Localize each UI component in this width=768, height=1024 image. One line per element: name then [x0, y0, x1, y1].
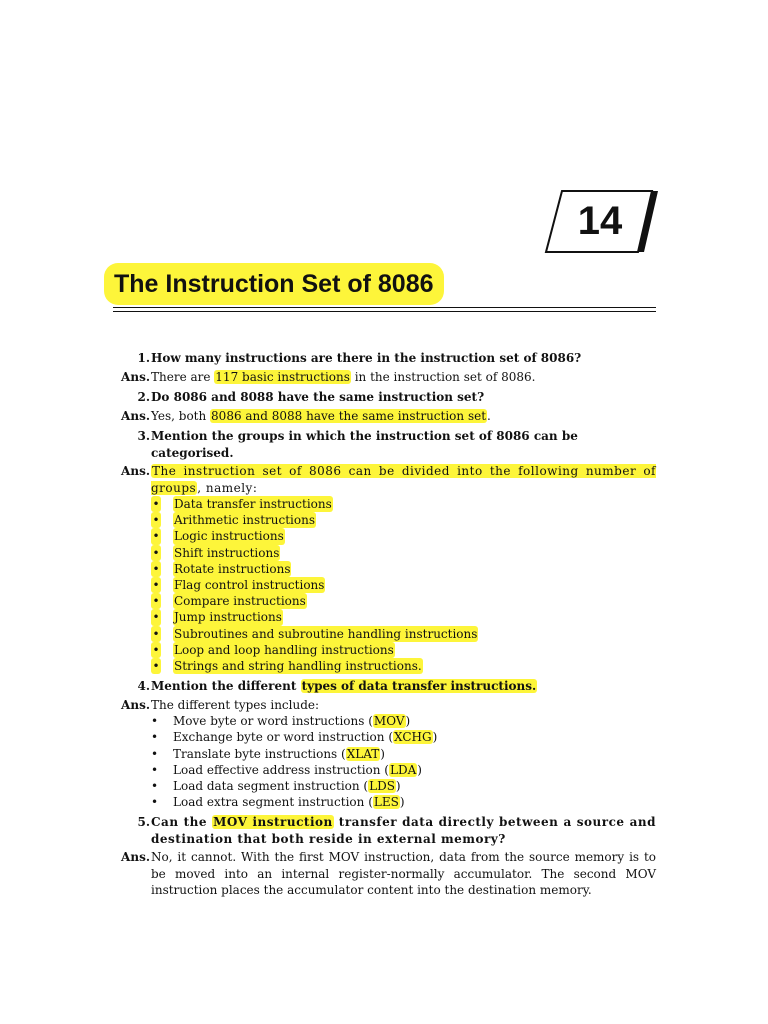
qa-block-4: [110, 678, 656, 810]
mnemonic-highlight: MOV: [373, 714, 405, 729]
question-number: 1.: [137, 351, 150, 365]
group-label: Loop and loop handling instructions: [174, 642, 394, 657]
bullet-dot-icon: •: [152, 513, 160, 528]
mnemonic-highlight: LDS: [369, 779, 395, 794]
title-rule-bottom: [113, 311, 656, 312]
title-rule-top: [113, 307, 656, 308]
type-label: Load extra segment instruction (LES): [173, 795, 405, 810]
answer-label: Ans.: [121, 464, 150, 478]
answer-label: Ans.: [121, 369, 150, 384]
group-list-item: [151, 626, 656, 642]
group-list-item: [151, 577, 656, 593]
group-list-item: [151, 658, 656, 674]
question-number: 2.: [137, 390, 150, 404]
bullet-dot-icon: •: [152, 561, 160, 576]
question-text: Mention the groups in which the instruction set of 8086 can be categorised.: [151, 429, 578, 460]
bullet-dot-icon: •: [152, 578, 160, 593]
chapter-title: The Instruction Set of 8086: [104, 263, 444, 305]
group-list-item: [151, 528, 656, 544]
bullet-dot-icon: •: [152, 659, 160, 674]
answer-body: [151, 697, 656, 811]
mnemonic-highlight: LES: [373, 795, 399, 810]
qa-content: [110, 346, 656, 899]
answer-1: [110, 369, 656, 386]
group-list-item: [151, 561, 656, 577]
group-label: Arithmetic instructions: [174, 513, 315, 528]
highlight: 8086 and 8088 have the same instruction set: [211, 408, 487, 423]
bullet-dot-icon: •: [152, 610, 160, 625]
answer-body: [151, 463, 656, 674]
group-label: Data transfer instructions: [174, 497, 332, 511]
type-list-item: [151, 762, 656, 778]
answer-text: No, it cannot. With the first MOV instruction, data from the source memory is to be moved into an internal register-normally accumulator. The second MOV instruction places the accumulator content into the destination memory.: [151, 850, 656, 898]
answer-label: Ans.: [121, 408, 150, 423]
chapter-number: 14: [577, 199, 623, 243]
qa-block-3: [110, 428, 656, 674]
answer-5: [110, 849, 656, 899]
highlight: MOV instruction: [213, 815, 333, 830]
answer-4: [110, 697, 656, 811]
question-text: How many instructions are there in the instruction set of 8086?: [151, 351, 582, 365]
answer-text: Yes, both 8086 and 8088 have the same instruction set.: [151, 408, 491, 423]
group-label: Rotate instructions: [174, 561, 291, 576]
group-label: Subroutines and subroutine handling instructions: [174, 626, 478, 641]
group-label: Strings and string handling instructions.: [174, 659, 422, 674]
bullet-dot-icon: •: [151, 795, 159, 810]
type-label: Load data segment instruction (LDS): [173, 779, 401, 794]
question-text: Can the MOV instruction transfer data directly between a source and destination that both reside in external memory?: [151, 815, 657, 846]
bullet-dot-icon: •: [151, 730, 159, 745]
question-text: Do 8086 and 8088 have the same instruction set?: [151, 390, 485, 404]
highlight: 117 basic instructions: [215, 369, 350, 384]
group-list-item: [151, 609, 656, 625]
question-1: [110, 350, 656, 367]
highlight: types of data transfer instructions.: [301, 679, 537, 694]
types-list: [151, 713, 656, 810]
answer-text: The instruction set of 8086 can be divided into the following number of groups, namely:: [151, 464, 656, 495]
highlight: The instruction set of 8086 can be divided into the following number of groups: [151, 464, 656, 495]
bullet-dot-icon: •: [152, 626, 160, 641]
answer-intro: The different types include:: [151, 697, 320, 712]
bullet-dot-icon: •: [151, 779, 159, 794]
type-list-item: [151, 713, 656, 729]
type-list-item: [151, 746, 656, 762]
answer-label: Ans.: [121, 697, 150, 712]
answer-2: [110, 408, 656, 425]
answer-3: [110, 463, 656, 674]
bullet-dot-icon: •: [151, 762, 159, 777]
group-label: Compare instructions: [174, 594, 306, 609]
type-label: Load effective address instruction (LDA): [173, 762, 422, 777]
qa-block-2: [110, 389, 656, 424]
type-label: Exchange byte or word instruction (XCHG): [173, 730, 438, 745]
type-list-item: [151, 729, 656, 745]
bullet-dot-icon: •: [152, 594, 160, 609]
bullet-dot-icon: •: [151, 746, 159, 761]
qa-block-5: [110, 814, 656, 899]
group-list-item: [151, 642, 656, 658]
question-3: [110, 428, 656, 461]
question-number: 5.: [137, 815, 150, 830]
answer-text: There are 117 basic instructions in the instruction set of 8086.: [151, 369, 536, 384]
chapter-number-box: [540, 186, 660, 256]
mnemonic-highlight: XCHG: [394, 730, 432, 745]
groups-list: [151, 496, 656, 674]
question-text: Mention the different types of data transfer instructions.: [151, 679, 537, 694]
group-list-item: [151, 593, 656, 609]
group-label: Flag control instructions: [174, 578, 325, 593]
group-list-item: [151, 545, 656, 561]
group-label: Shift instructions: [174, 545, 280, 560]
question-2: [110, 389, 656, 406]
type-label: Move byte or word instructions (MOV): [173, 714, 411, 729]
bullet-dot-icon: •: [152, 497, 160, 511]
bullet-dot-icon: •: [151, 714, 159, 729]
bullet-dot-icon: •: [152, 642, 160, 657]
group-list-item: [151, 512, 656, 528]
qa-block-1: [110, 350, 656, 385]
answer-label: Ans.: [121, 850, 150, 865]
bullet-dot-icon: •: [152, 545, 160, 560]
question-5: [110, 814, 656, 847]
type-label: Translate byte instructions (XLAT): [173, 746, 385, 761]
mnemonic-highlight: LDA: [389, 762, 417, 777]
type-list-item: [151, 778, 656, 794]
question-4: [110, 678, 656, 695]
question-number: 3.: [137, 429, 150, 443]
group-list-item: [151, 496, 656, 512]
bullet-dot-icon: •: [152, 529, 160, 544]
question-number: 4.: [137, 679, 150, 694]
type-list-item: [151, 794, 656, 810]
group-label: Jump instructions: [174, 610, 282, 625]
group-label: Logic instructions: [174, 529, 284, 544]
mnemonic-highlight: XLAT: [346, 746, 380, 761]
